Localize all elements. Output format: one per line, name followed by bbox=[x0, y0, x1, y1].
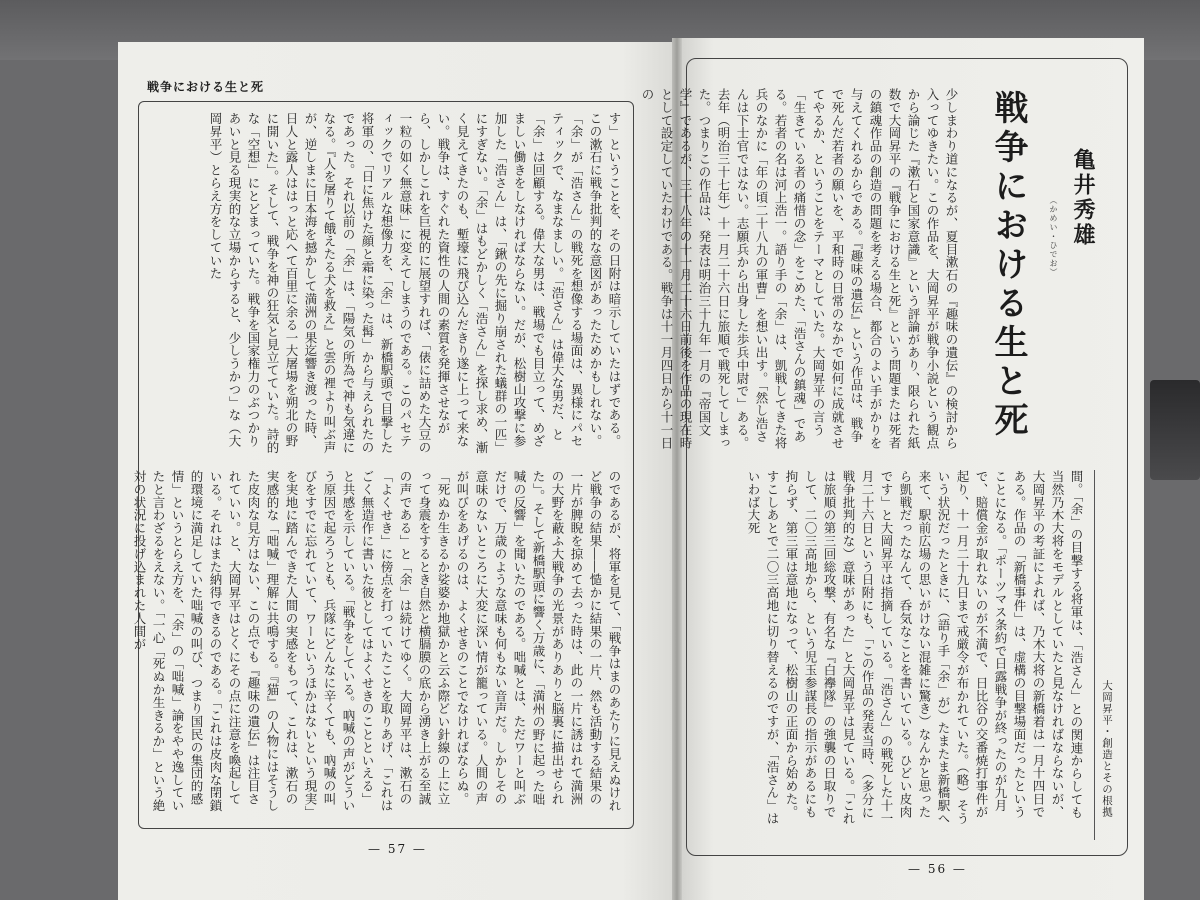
author-reading: （かめい・ひでお） bbox=[1049, 196, 1058, 277]
series-caption: 大岡昇平・創造とその根拠 bbox=[1101, 680, 1113, 818]
page-number-left: — 57 — bbox=[368, 842, 427, 856]
author-name: 亀井秀雄 bbox=[1070, 148, 1096, 248]
right-top-column-block: 少しまわり道になるが、夏目漱石の『趣味の遺伝』の検討から入ってゆきたい。この作品を、大岡昇平が戦争小説という観点から論じた『漱石と国家意識』という評論があり、限られた紙数で大岡昇平の『戦争における生と死』という問題または死者の鎮魂作品の創造の問題を考える場合、都合のよい手がかりを与えてくれるからである。『趣味の遺伝』という作品は、戦争で死んだ若者の願いを、平和時の日常のなかで如何に成就させてやるか、ということをテーマとしていた。大岡昇平の言う「生きている者の痛惜の念」をこめた、「浩さんの鎮魂」である。若者の名は河上浩一。語り手の「余」は、凱戦してきた将兵のなかに「年の頃二十八九の軍曹」を想い出す。「然し浩さんは下士官ではない。志願兵から出身した歩兵中尉で」ある。去年（明治三十七年）十一月二十六日に旅順で戦死してしまった。つまりこの作品は、発表は明治三十九年一月の『帝国文学』であるが、三十八年の十一月二十六日前後を作品の現在時として設定していたわけである。戦争は十一月四日から十一日の bbox=[640, 88, 959, 450]
page-number-right: — 56 — bbox=[908, 862, 967, 876]
caption-divider bbox=[1094, 470, 1095, 840]
left-bottom-column-block: のであるが、将軍を見て、「戦争はまのあたりに見えぬけれど戦争の結果――慥かに結果の一片、然も活動する結果の一片が脾睨を掠めて去った時は、此の一片に誘はれて満洲の大野を蔽ふ大戦争の光景がありありと脳裏に描出せられた」。そして新橋駅頭に響く万歳に、「満州の野に起った咄喊の反響」を聞いたのである。咄喊とは、ただワーと叫ぶだけで、万歳のような意味も何もない音声だ。しかしその意味のないところに大変に深い情が籠っている。人間の声が叫びをあげるのは、よくせきのことでなければならぬ。「死ぬか生きるか娑婆か地獄かと云ふ際どい針線の上に立って身震をするとき自然と横膈膜の底から湧き上がる至誠の声である」と「余」は続けてゆく。大岡昇平は、漱石の「よくせき」に傍点を打っていたことを取りあげ、「これはごく無造作に書いた彼としてはよくせきのことといえる」と共感を示している。「戦争をしている。吶喊の声がどういう原因で起ろうとも、兵隊にどんなに辛くても、吶喊の叫びをすでに忘れていて、ワーというほかはないという現実」を実地に踏んできた人間の実感をもって、これは、漱石の実感的な「咄喊」理解に共鳴する。『猫』の人物にはそうした皮肉な見方はない、この点でも『趣味の遺伝』は注目されていい。と、大岡昇平はとくにその点に注意を喚起している。それはまた納得できるのである。「これは皮肉な閉鎖的環境に満足していた咄喊の叫び、つまり国民の集団的感情」というとらえ方を、「余」の「咄喊」論をやや逸していたと言わざるをえない。「一心「死ぬか生きるか」という絶対の状況に投げ込まれた人間が bbox=[132, 470, 622, 813]
binder-clip bbox=[1150, 380, 1200, 480]
article-title: 戦争における生と死 bbox=[988, 90, 1028, 441]
right-bottom-column-block: 間。「余」の目撃する将軍は、「浩さん」との関連からしても当然乃木大将をモデルとしていたと見なければならないが、大岡昇平の考証によれば、乃木大将の新橋着は一月十四日である。作品の「新橋事件」は、虚構の目撃場面だったということになる。「ポーツマス条約で日露戦争が終ったのが九月で、賠償金が取れないのが不満で、日比谷の交番焼打事件が起り、十一月二十九日まで戒厳令が布かれていた。（略）そういう状況だったときに、（語り手「余」が）たまたま新橋駅へ来て、駅前広場の思いがけない混雑に驚き）なんかと思ったら凱戦だったなんて、呑気なことを書いている。ひどい皮肉です」と大岡昇平は指摘している。「浩さん」の戦死した十一月二十六日という日附にも、「この作品の発表当時、（多分に戦争批判的な）意味があった」と大岡昇平は見ている。「これは旅順の第三回総攻撃、有名な『白襷隊』の強襲の日取りでして、二〇三高地から、という児玉参謀長の指示があるにも拘らず、第三軍は意地になって、松樹山の正面から始めた。すこしあとで二〇三高地に切り替えるのですが、「浩さん」はいわば大死 bbox=[746, 470, 1084, 825]
running-head: 戦争における生と死 bbox=[147, 80, 265, 94]
left-top-column-block: す」ということを、その日附は暗示していたはずである。この漱石に戦争批判的な意図があったためかもしれない。「余」が「浩さん」の戦死を想像する場面は、異様にパセティックで、なまなましい。「浩さん」は偉大な男だ、と「余」は回顧する。偉大な男は、戦場でも目立って、めざましい働きをしなければならない。だが、松樹山攻撃に参加した「浩さん」は、「鍬の先に掘り崩された蟻群の一匹」にすぎない。「余」はもどかしく「浩さん」を探し求め、漸く見えてきたのも、塹壕に飛び込んだきり遂に上って来ない。戦争は、すぐれた資性の人間の素質を発揮させながら、しかしこれを巨視的に展望すれば、「俵に詰めた大豆の一粒の如く無意味」に変えてしまうのである。このパセティックでリアルな想像力を、「余」は、新橋駅頭で目撃した将軍の、「日に焦けた顔と霜に染った髯」から与えられたのであった。それ以前の「余」は、「陽気の所為で神も気違になる。『人を屠りて餓えたる犬を救え』と雲の裡より叫ぶ声が、逆しまに日本海を撼かして満洲の果迄響き渡った時、日人と露人ははっと応へて百里に余る一大屠場を朔北の野に開いた」。そして、戦争を神の狂気と見立てていた。詩的な「空想」にとどまっていた。戦争を国家権力のぶつかりあいと見る現実的な立場からすると、少しうかつ」な（大岡昇平）とらえ方をしていた bbox=[208, 112, 622, 455]
